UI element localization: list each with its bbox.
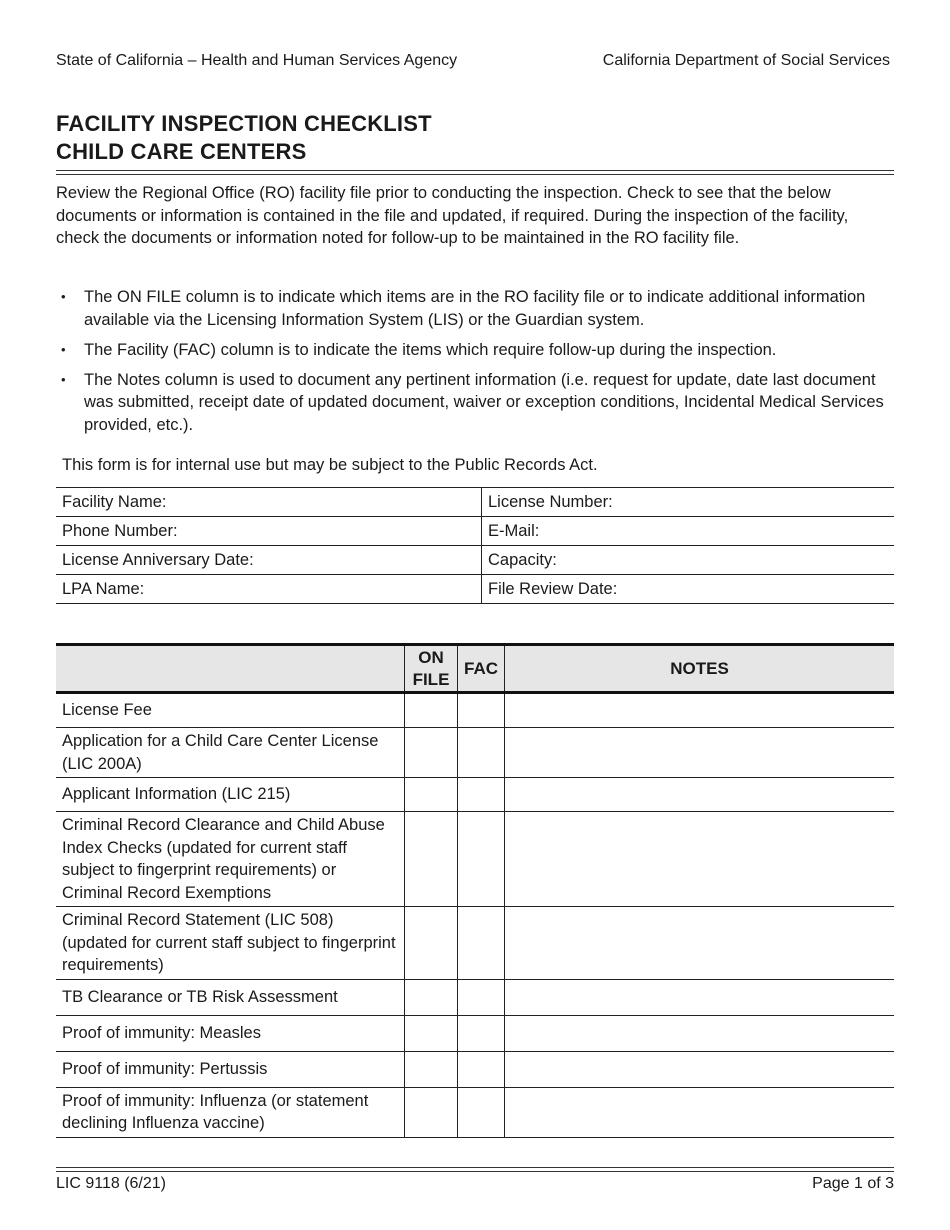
instruction-list: [56, 286, 894, 444]
table-row: [56, 778, 894, 812]
on-file-cell[interactable]: [405, 728, 458, 778]
item-column-header: [56, 645, 405, 693]
table-row: [56, 812, 894, 907]
notes-cell[interactable]: [505, 693, 895, 728]
notes-cell[interactable]: [505, 1015, 895, 1051]
item-label: TB Clearance or TB Risk Assessment: [56, 979, 405, 1015]
checklist-header-row: [56, 645, 894, 693]
item-label: Proof of immunity: Measles: [56, 1015, 405, 1051]
list-item: • The Facility (FAC) column is to indicate the items which require follow-up during the inspection.: [56, 339, 894, 362]
on-file-cell[interactable]: [405, 693, 458, 728]
on-file-cell[interactable]: [405, 1015, 458, 1051]
checklist-table: [56, 643, 894, 1138]
intro-paragraph: Review the Regional Office (RO) facility file prior to conducting the inspection. Check to see that the below documents or information is contained in the file and updated, if required. During the inspection of the facility, check the documents or information noted for follow-up to be maintained in the RO facility file.: [56, 184, 849, 247]
lpa-name-field[interactable]: LPA Name:: [56, 575, 482, 604]
notes-cell[interactable]: [505, 907, 895, 980]
phone-number-field[interactable]: Phone Number:: [56, 517, 482, 546]
notes-cell[interactable]: [505, 979, 895, 1015]
footer-rule: [56, 1167, 894, 1172]
notes-cell[interactable]: [505, 778, 895, 812]
table-row: [56, 1087, 894, 1137]
notes-cell[interactable]: [505, 728, 895, 778]
bullet-icon: •: [61, 371, 66, 387]
fac-cell[interactable]: [458, 1087, 505, 1137]
item-label: Application for a Child Care Center License (LIC 200A): [56, 728, 405, 778]
fac-cell[interactable]: [458, 1051, 505, 1087]
fac-column-header: FAC: [458, 645, 505, 693]
fac-cell[interactable]: [458, 812, 505, 907]
internal-use-note: This form is for internal use but may be subject to the Public Records Act.: [62, 456, 598, 474]
item-label: Criminal Record Statement (LIC 508) (updated for current staff subject to fingerprint requirements): [56, 907, 405, 980]
facility-name-field[interactable]: Facility Name:: [56, 488, 482, 517]
item-label: Criminal Record Clearance and Child Abuse Index Checks (updated for current staff subject to fingerprint requirements) or Criminal Record Exemptions: [56, 812, 405, 907]
notes-cell[interactable]: [505, 1087, 895, 1137]
fac-cell[interactable]: [458, 728, 505, 778]
on-file-column-header: ON FILE: [405, 645, 458, 693]
fac-cell[interactable]: [458, 693, 505, 728]
notes-cell[interactable]: [505, 812, 895, 907]
license-number-field[interactable]: License Number:: [482, 488, 895, 517]
table-row: [56, 907, 894, 980]
fac-cell[interactable]: [458, 907, 505, 980]
fac-cell[interactable]: [458, 1015, 505, 1051]
fac-cell[interactable]: [458, 778, 505, 812]
table-row: [56, 1015, 894, 1051]
table-row: [56, 728, 894, 778]
item-label: Applicant Information (LIC 215): [56, 778, 405, 812]
title-rule: [56, 170, 894, 175]
bullet-icon: •: [61, 289, 66, 304]
facility-info-table: [56, 487, 894, 604]
table-row: [56, 1051, 894, 1087]
fac-cell[interactable]: [458, 979, 505, 1015]
license-anniversary-date-field[interactable]: License Anniversary Date:: [56, 546, 482, 575]
notes-column-header: NOTES: [505, 645, 895, 693]
item-label: Proof of immunity: Influenza (or statement declining Influenza vaccine): [56, 1087, 405, 1137]
item-label: Proof of immunity: Pertussis: [56, 1051, 405, 1087]
list-item: • The Notes column is used to document any pertinent information (i.e. request for update, date last document was submitted, receipt date of updated document, waiver or exception conditions, Incidental Medical Services provided, etc.).: [61, 370, 884, 434]
on-file-cell[interactable]: [405, 812, 458, 907]
agency-header: State of California – Health and Human Services Agency: [56, 52, 458, 69]
file-review-date-field[interactable]: File Review Date:: [482, 575, 895, 604]
email-field[interactable]: E-Mail:: [482, 517, 895, 546]
title-line-2: CHILD CARE CENTERS: [56, 139, 307, 164]
department-header: California Department of Social Services: [602, 52, 890, 69]
on-file-cell[interactable]: [405, 979, 458, 1015]
page-title: [56, 110, 432, 166]
bullet-icon: •: [61, 341, 66, 357]
form-number: LIC 9118 (6/21): [56, 1175, 166, 1192]
table-row: [56, 693, 894, 728]
capacity-field[interactable]: Capacity:: [482, 546, 895, 575]
table-row: [56, 979, 894, 1015]
notes-cell[interactable]: [505, 1051, 895, 1087]
on-file-cell[interactable]: [405, 907, 458, 980]
title-line-1: FACILITY INSPECTION CHECKLIST: [56, 111, 432, 136]
on-file-cell[interactable]: [405, 1051, 458, 1087]
item-label: License Fee: [56, 693, 405, 728]
on-file-cell[interactable]: [405, 1087, 458, 1137]
page-number: Page 1 of 3: [812, 1175, 894, 1192]
list-item: • The ON FILE column is to indicate which items are in the RO facility file or to indicate additional information available via the Licensing Information System (LIS) or the Guardian system.: [61, 288, 866, 329]
on-file-cell[interactable]: [405, 778, 458, 812]
